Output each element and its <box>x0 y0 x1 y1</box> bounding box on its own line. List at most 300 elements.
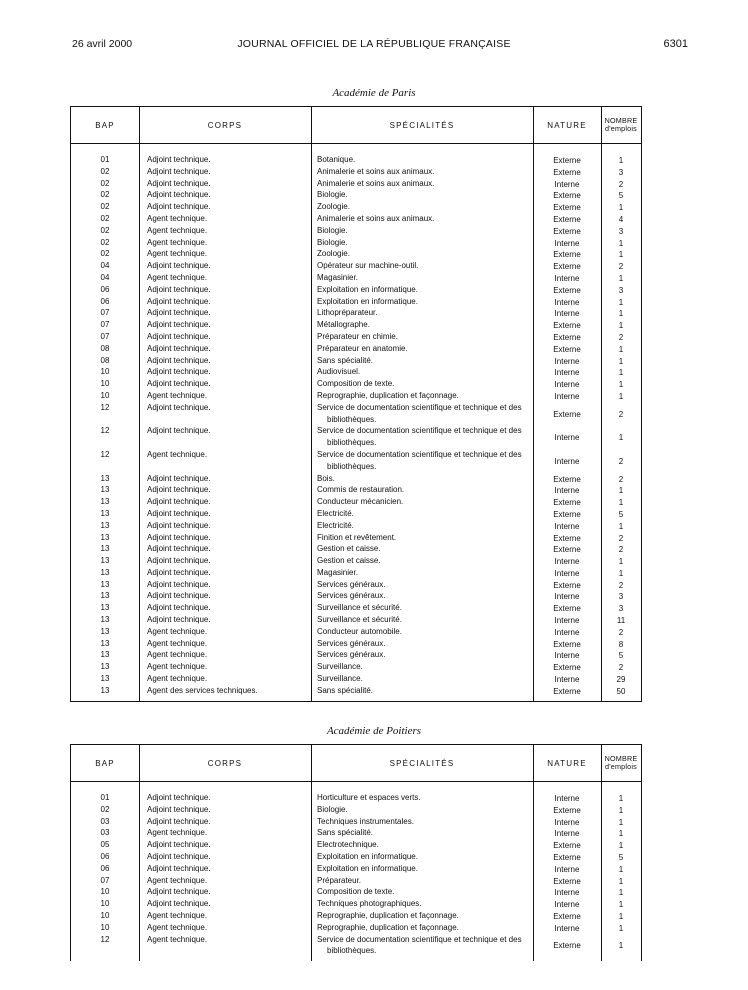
table-row <box>71 851 641 863</box>
cell-specialite <box>317 520 533 532</box>
cell-specialite-line: Biologie. <box>317 237 348 247</box>
cell-specialite <box>317 331 533 343</box>
cell-nombre: 2 <box>618 627 624 637</box>
cell-nombre: 1 <box>618 900 624 910</box>
cell-specialite-line: Service de documentation scientifique et technique et des <box>317 426 522 436</box>
cell-nature: Externe <box>553 409 581 419</box>
cell-specialite-line: Exploitation en informatique. <box>317 284 418 294</box>
cell-nature: Interne <box>554 433 580 443</box>
cell-specialite-line: Surveillance. <box>317 662 363 672</box>
cell-specialite <box>317 532 533 544</box>
cell-bap: 10 <box>100 367 110 377</box>
table-row <box>71 567 641 579</box>
cell-specialite-line: Commis de restauration. <box>317 485 405 495</box>
cell-specialite <box>317 614 533 626</box>
cell-specialite-line: Exploitation en informatique. <box>317 863 418 873</box>
col-header-specialites: SPÉCIALITÉS <box>389 120 455 130</box>
cell-specialite-line: Services généraux. <box>317 650 386 660</box>
cell-specialite <box>317 178 533 190</box>
cell-bap: 10 <box>100 379 110 389</box>
cell-specialite <box>317 390 533 402</box>
cell-nature: Externe <box>553 639 581 649</box>
cell-nombre: 1 <box>618 250 624 260</box>
cell-bap: 10 <box>100 390 110 400</box>
cell-nombre: 1 <box>618 368 624 378</box>
table-row <box>71 661 641 673</box>
cell-specialite <box>317 201 533 213</box>
col-header-specialites: SPÉCIALITÉS <box>389 758 455 768</box>
cell-bap: 13 <box>100 579 110 589</box>
cell-corps: Agent technique. <box>147 922 208 932</box>
cell-nombre: 1 <box>618 568 624 578</box>
cell-specialite-line: bibliothèques. <box>327 438 377 448</box>
cell-bap: 08 <box>100 355 110 365</box>
cell-specialite <box>317 649 533 661</box>
cell-specialite <box>317 886 533 898</box>
column-divider <box>311 745 312 961</box>
cell-nature: Externe <box>553 203 581 213</box>
table-row <box>71 402 641 426</box>
cell-specialite-line: Préparateur en anatomie. <box>317 343 408 353</box>
cell-specialite-line: Electricité. <box>317 520 354 530</box>
cell-nature: Interne <box>554 521 580 531</box>
cell-specialite-line: Service de documentation scientifique et technique et des <box>317 402 522 412</box>
cell-bap: 04 <box>100 261 110 271</box>
table-row <box>71 555 641 567</box>
cell-nombre: 1 <box>618 380 624 390</box>
cell-specialite-line: Reprographie, duplication et façonnage. <box>317 390 459 400</box>
cell-nombre: 1 <box>618 941 624 951</box>
cell-bap: 02 <box>100 249 110 259</box>
cell-specialite <box>317 910 533 922</box>
cell-specialite-line: Exploitation en informatique. <box>317 296 418 306</box>
cell-specialite-line: Services généraux. <box>317 591 386 601</box>
cell-nombre: 5 <box>618 509 624 519</box>
col-header-nombre <box>601 745 641 781</box>
col-header-bap: BAP <box>95 758 115 768</box>
cell-nature: Interne <box>554 923 580 933</box>
journal-title: JOURNAL OFFICIEL DE LA RÉPUBLIQUE FRANÇAISE <box>237 38 511 50</box>
cell-corps: Agent technique. <box>147 662 208 672</box>
cell-specialite-line: Surveillance et sécurité. <box>317 615 402 625</box>
cell-nombre: 1 <box>618 156 624 165</box>
cell-bap: 02 <box>100 202 110 212</box>
page-number: 6301 <box>663 38 688 50</box>
cell-nombre: 1 <box>618 309 624 319</box>
cell-corps: Adjoint technique. <box>147 532 211 542</box>
cell-specialite-line: Services généraux. <box>317 638 386 648</box>
cell-nombre: 1 <box>618 888 624 898</box>
table-row <box>71 673 641 685</box>
table-row <box>71 520 641 532</box>
cell-corps: Adjoint technique. <box>147 899 211 909</box>
cell-nature: Externe <box>553 214 581 224</box>
cell-nature: Interne <box>554 592 580 602</box>
cell-specialite <box>317 543 533 555</box>
cell-specialite-line: Préparateur. <box>317 875 362 885</box>
cell-specialite-line: Horticulture et espaces verts. <box>317 793 421 802</box>
col-header-nature: NATURE <box>547 758 587 768</box>
table-row <box>71 307 641 319</box>
cell-corps: Adjoint technique. <box>147 331 211 341</box>
cell-nombre: 2 <box>618 474 624 484</box>
cell-corps: Adjoint technique. <box>147 473 211 483</box>
table-row <box>71 496 641 508</box>
cell-nature: Externe <box>553 805 581 815</box>
cell-nombre: 1 <box>618 923 624 933</box>
cell-bap: 10 <box>100 887 110 897</box>
cell-specialite <box>317 166 533 178</box>
cell-corps: Agent technique. <box>147 626 208 636</box>
table-row <box>71 804 641 816</box>
table-row <box>71 590 641 602</box>
cell-corps: Adjoint technique. <box>147 308 211 318</box>
table-row <box>71 260 641 272</box>
cell-bap: 04 <box>100 272 110 282</box>
cell-corps: Adjoint technique. <box>147 793 211 802</box>
cell-specialite-line: Magasinier. <box>317 272 358 282</box>
cell-bap: 07 <box>100 308 110 318</box>
cell-specialite <box>317 272 533 284</box>
cell-specialite <box>317 319 533 331</box>
table-row <box>71 626 641 638</box>
column-divider <box>139 107 140 701</box>
table-row <box>71 213 641 225</box>
cell-corps: Adjoint technique. <box>147 402 211 412</box>
table-row <box>71 886 641 898</box>
cell-specialite <box>317 343 533 355</box>
table-paris <box>70 106 642 702</box>
cell-nombre: 1 <box>618 841 624 851</box>
table-row <box>71 934 641 958</box>
cell-nature: Externe <box>553 167 581 177</box>
cell-nature: Externe <box>553 250 581 260</box>
cell-specialite-line: Service de documentation scientifique et technique et des <box>317 449 522 459</box>
table-row <box>71 225 641 237</box>
cell-bap: 13 <box>100 532 110 542</box>
cell-specialite-line: Animalerie et soins aux animaux. <box>317 213 435 223</box>
cell-nature: Externe <box>553 474 581 484</box>
cell-corps: Adjoint technique. <box>147 520 211 530</box>
cell-nombre: 1 <box>618 486 624 496</box>
cell-nature: Externe <box>553 841 581 851</box>
cell-corps: Adjoint technique. <box>147 379 211 389</box>
cell-nature: Externe <box>553 321 581 331</box>
cell-specialite-line: Biologie. <box>317 225 348 235</box>
cell-nature: Interne <box>554 273 580 283</box>
cell-corps: Adjoint technique. <box>147 887 211 897</box>
cell-specialite-line: Préparateur en chimie. <box>317 331 398 341</box>
cell-specialite <box>317 851 533 863</box>
cell-nature: Interne <box>554 380 580 390</box>
cell-specialite <box>317 875 533 887</box>
cell-specialite-line: Opérateur sur machine-outil. <box>317 261 419 271</box>
cell-corps: Agent technique. <box>147 674 208 684</box>
table-body <box>71 144 641 701</box>
cell-specialite-line: Animalerie et soins aux animaux. <box>317 166 435 176</box>
cell-bap: 13 <box>100 556 110 566</box>
cell-nature: Externe <box>553 344 581 354</box>
cell-bap: 13 <box>100 615 110 625</box>
cell-nature: Interne <box>554 864 580 874</box>
cell-corps: Agent technique. <box>147 213 208 223</box>
cell-specialite-line: Conducteur mécanicien. <box>317 497 404 507</box>
cell-bap: 13 <box>100 485 110 495</box>
cell-specialite <box>317 567 533 579</box>
col-header-corps: CORPS <box>207 758 243 768</box>
table-row <box>71 602 641 614</box>
table-row <box>71 319 641 331</box>
cell-specialite <box>317 638 533 650</box>
cell-corps: Adjoint technique. <box>147 343 211 353</box>
cell-nature: Externe <box>553 545 581 555</box>
cell-nature: Interne <box>554 888 580 898</box>
cell-nature: Externe <box>553 509 581 519</box>
cell-specialite <box>317 425 533 449</box>
cell-corps: Adjoint technique. <box>147 579 211 589</box>
cell-nature: Interne <box>554 368 580 378</box>
cell-nature: Interne <box>554 179 580 189</box>
cell-specialite-line: Techniques photographiques. <box>317 899 422 909</box>
table-row <box>71 166 641 178</box>
cell-specialite <box>317 661 533 673</box>
cell-specialite-line: Surveillance et sécurité. <box>317 603 402 613</box>
header-date: 26 avril 2000 <box>72 38 133 50</box>
cell-nature: Interne <box>554 456 580 466</box>
table-row <box>71 248 641 260</box>
cell-nombre: 1 <box>618 911 624 921</box>
cell-specialite-line: Gestion et caisse. <box>317 544 381 554</box>
column-divider <box>601 745 602 961</box>
cell-specialite-line: Bois. <box>317 473 335 483</box>
cell-specialite <box>317 673 533 685</box>
table-row <box>71 284 641 296</box>
cell-nature: Externe <box>553 285 581 295</box>
table-row <box>71 343 641 355</box>
cell-bap: 13 <box>100 508 110 518</box>
cell-specialite-line: Electrotechnique. <box>317 840 379 850</box>
table-row <box>71 685 641 697</box>
cell-nombre: 2 <box>618 533 624 543</box>
cell-corps: Agent technique. <box>147 249 208 259</box>
cell-nombre: 2 <box>618 456 624 466</box>
cell-corps: Adjoint technique. <box>147 591 211 601</box>
cell-bap: 02 <box>100 190 110 200</box>
cell-nature: Interne <box>554 391 580 401</box>
cell-nombre: 2 <box>618 663 624 673</box>
cell-corps: Adjoint technique. <box>147 320 211 330</box>
cell-specialite-line: Audiovisuel. <box>317 367 361 377</box>
cell-nombre: 1 <box>618 521 624 531</box>
column-divider <box>601 107 602 701</box>
cell-corps: Agent technique. <box>147 910 208 920</box>
cell-bap: 13 <box>100 685 110 695</box>
cell-specialite-line: Magasinier. <box>317 567 358 577</box>
cell-bap: 07 <box>100 320 110 330</box>
cell-nature: Interne <box>554 675 580 685</box>
cell-nombre: 3 <box>618 604 624 614</box>
cell-nombre: 2 <box>618 262 624 272</box>
cell-nature: Interne <box>554 486 580 496</box>
table-row <box>71 449 641 473</box>
table-row <box>71 508 641 520</box>
cell-corps: Adjoint technique. <box>147 816 211 826</box>
col-header-nombre-line1: NOMBRE <box>604 754 638 763</box>
column-divider <box>533 745 534 961</box>
cell-nombre: 1 <box>618 805 624 815</box>
cell-nombre: 5 <box>618 191 624 201</box>
cell-nombre: 3 <box>618 592 624 602</box>
cell-specialite-line: Animalerie et soins aux animaux. <box>317 178 435 188</box>
table-row <box>71 579 641 591</box>
cell-specialite <box>317 260 533 272</box>
cell-corps: Agent technique. <box>147 875 208 885</box>
table-row <box>71 532 641 544</box>
cell-nature: Interne <box>554 651 580 661</box>
cell-corps: Adjoint technique. <box>147 497 211 507</box>
table-row <box>71 296 641 308</box>
cell-nature: Externe <box>553 498 581 508</box>
cell-nature: Externe <box>553 191 581 201</box>
table-row <box>71 366 641 378</box>
cell-specialite <box>317 378 533 390</box>
cell-specialite-line: bibliothèques. <box>327 414 377 424</box>
cell-specialite <box>317 555 533 567</box>
cell-bap: 07 <box>100 875 110 885</box>
cell-corps: Adjoint technique. <box>147 190 211 200</box>
cell-bap: 13 <box>100 567 110 577</box>
cell-corps: Adjoint technique. <box>147 804 211 814</box>
cell-nombre: 50 <box>616 686 626 696</box>
cell-nature: Externe <box>553 580 581 590</box>
cell-nombre: 2 <box>618 332 624 342</box>
cell-bap: 03 <box>100 828 110 838</box>
cell-nombre: 3 <box>618 285 624 295</box>
cell-nombre: 1 <box>618 273 624 283</box>
cell-corps: Adjoint technique. <box>147 840 211 850</box>
cell-specialite <box>317 816 533 828</box>
cell-nature: Interne <box>554 568 580 578</box>
cell-corps: Adjoint technique. <box>147 426 211 436</box>
cell-specialite <box>317 839 533 851</box>
cell-nombre: 1 <box>618 391 624 401</box>
table-row <box>71 355 641 367</box>
cell-nombre: 1 <box>618 794 624 803</box>
cell-specialite <box>317 154 533 166</box>
table-header <box>71 745 641 782</box>
table-row <box>71 863 641 875</box>
cell-specialite <box>317 248 533 260</box>
section-title-poitiers: Académie de Poitiers <box>326 725 422 737</box>
cell-specialite-line: Surveillance. <box>317 674 363 684</box>
table-row <box>71 331 641 343</box>
cell-specialite <box>317 225 533 237</box>
cell-nombre: 29 <box>616 675 626 685</box>
cell-specialite <box>317 590 533 602</box>
cell-corps: Agent technique. <box>147 449 208 459</box>
cell-specialite-line: Métallographe. <box>317 320 370 330</box>
cell-specialite <box>317 189 533 201</box>
cell-corps: Adjoint technique. <box>147 485 211 495</box>
cell-bap: 12 <box>100 426 110 436</box>
cell-specialite-line: Service de documentation scientifique et technique et des <box>317 934 522 944</box>
cell-bap: 13 <box>100 650 110 660</box>
cell-nombre: 1 <box>618 203 624 213</box>
cell-specialite <box>317 626 533 638</box>
cell-bap: 10 <box>100 899 110 909</box>
cell-nature: Interne <box>554 627 580 637</box>
cell-corps: Adjoint technique. <box>147 863 211 873</box>
cell-specialite-line: Lithopréparateur. <box>317 308 378 318</box>
cell-specialite <box>317 579 533 591</box>
cell-specialite-line: Gestion et caisse. <box>317 556 381 566</box>
table-row <box>71 839 641 851</box>
cell-specialite <box>317 296 533 308</box>
cell-bap: 06 <box>100 284 110 294</box>
cell-bap: 08 <box>100 343 110 353</box>
cell-nombre: 1 <box>618 321 624 331</box>
table-poitiers <box>70 744 642 961</box>
cell-bap: 02 <box>100 166 110 176</box>
cell-nature: Externe <box>553 226 581 236</box>
cell-specialite-line: Electricité. <box>317 508 354 518</box>
table-row <box>71 178 641 190</box>
cell-specialite <box>317 402 533 426</box>
cell-specialite-line: bibliothèques. <box>327 461 377 471</box>
cell-specialite <box>317 922 533 934</box>
cell-nombre: 1 <box>618 498 624 508</box>
cell-specialite <box>317 213 533 225</box>
cell-nombre: 3 <box>618 226 624 236</box>
cell-nature: Externe <box>553 332 581 342</box>
cell-specialite <box>317 685 533 697</box>
cell-specialite-line: Services généraux. <box>317 579 386 589</box>
cell-nombre: 1 <box>618 433 624 443</box>
cell-bap: 12 <box>100 934 110 944</box>
cell-nombre: 1 <box>618 817 624 827</box>
cell-bap: 07 <box>100 331 110 341</box>
cell-specialite <box>317 508 533 520</box>
cell-nature: Externe <box>553 262 581 272</box>
col-header-nombre <box>601 107 641 143</box>
cell-specialite-line: Reprographie, duplication et façonnage. <box>317 922 459 932</box>
cell-nombre: 1 <box>618 297 624 307</box>
column-divider <box>139 745 140 961</box>
cell-nombre: 1 <box>618 876 624 886</box>
cell-specialite <box>317 934 533 958</box>
cell-bap: 02 <box>100 178 110 188</box>
cell-specialite <box>317 473 533 485</box>
cell-specialite <box>317 898 533 910</box>
cell-corps: Agent technique. <box>147 390 208 400</box>
table-row <box>71 816 641 828</box>
cell-specialite-line: Botanique. <box>317 155 356 164</box>
cell-nature: Externe <box>553 941 581 951</box>
cell-nombre: 5 <box>618 852 624 862</box>
table-row <box>71 484 641 496</box>
cell-specialite-line: Biologie. <box>317 190 348 200</box>
cell-specialite-line: Techniques instrumentales. <box>317 816 414 826</box>
cell-nombre: 2 <box>618 580 624 590</box>
cell-corps: Adjoint technique. <box>147 166 211 176</box>
cell-bap: 05 <box>100 840 110 850</box>
column-divider <box>311 107 312 701</box>
table-row <box>71 378 641 390</box>
cell-nature: Interne <box>554 794 580 803</box>
cell-bap: 13 <box>100 603 110 613</box>
table-row <box>71 237 641 249</box>
cell-nature: Interne <box>554 309 580 319</box>
